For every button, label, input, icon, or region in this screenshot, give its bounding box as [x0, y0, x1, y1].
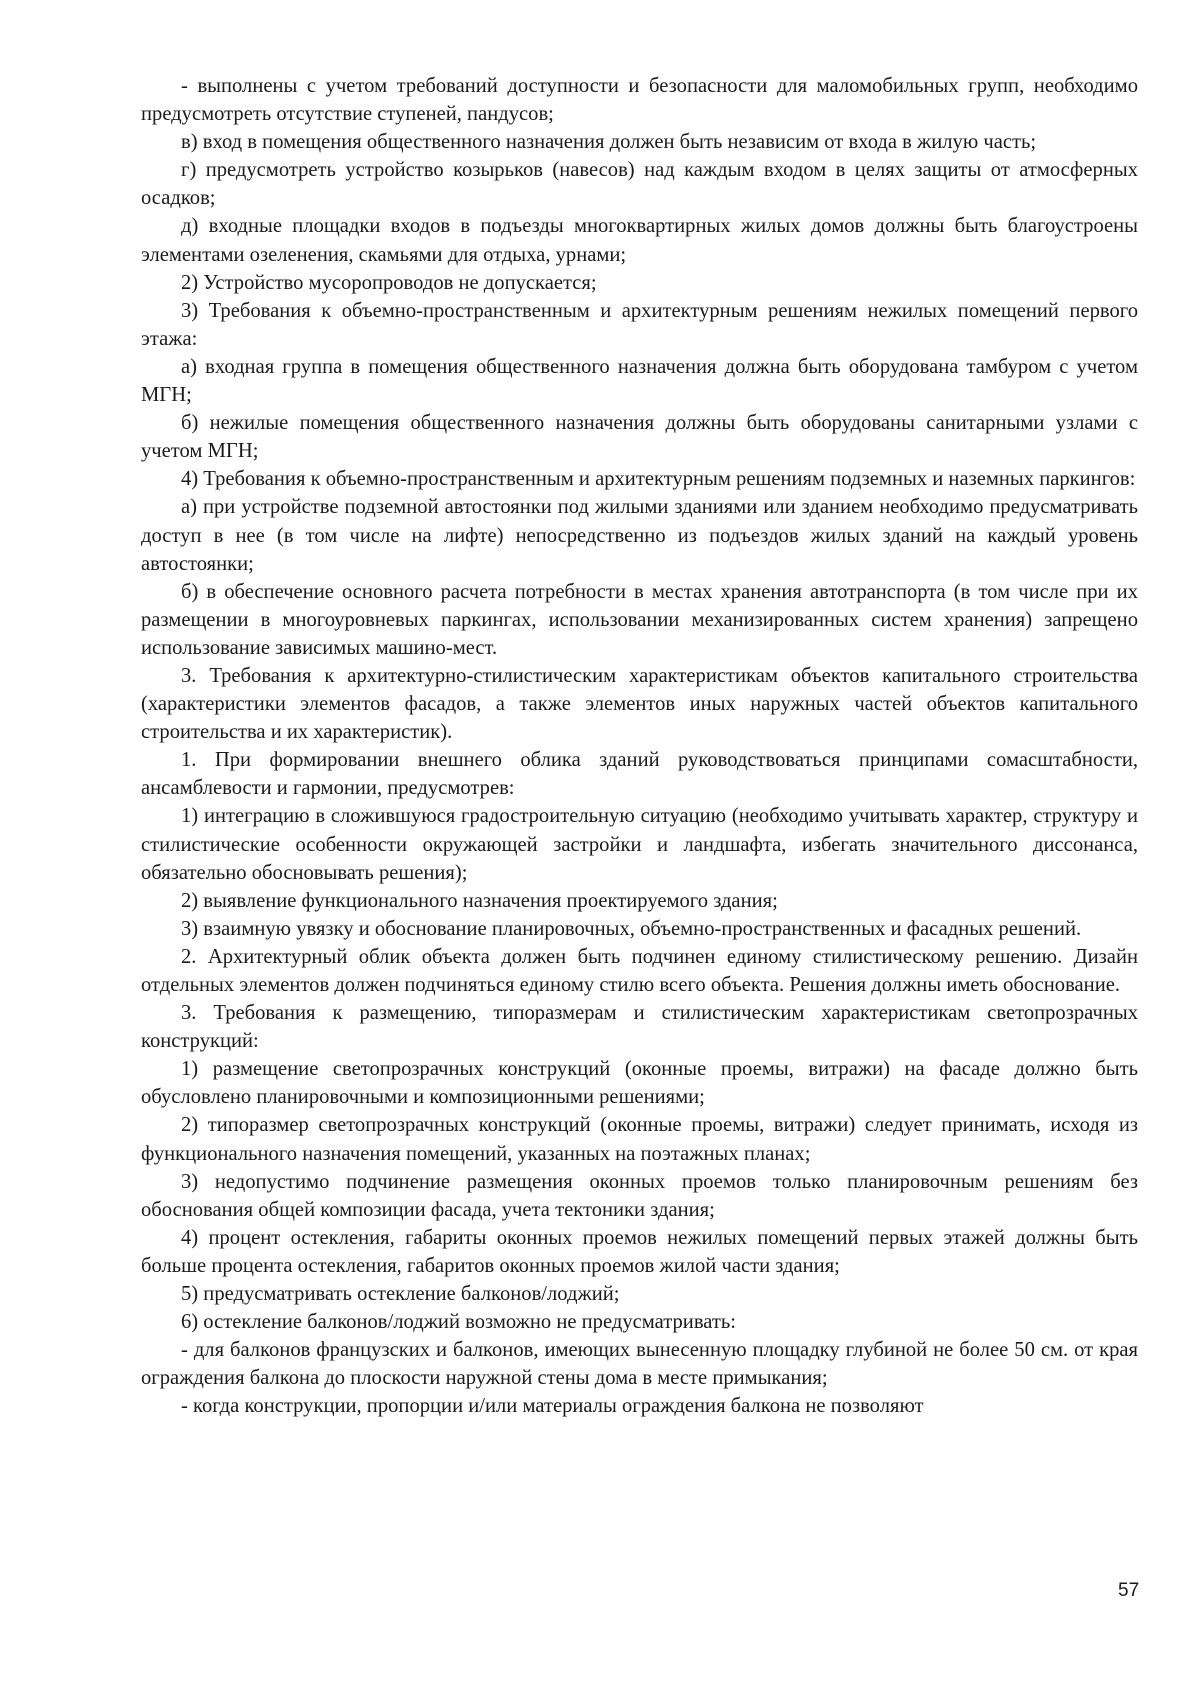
paragraph: 5) предусматривать остекление балконов/лоджий; [181, 1283, 620, 1306]
paragraph: 3) Требования к объемно-пространственным и архитектурным решениям нежилых помещений первого этажа: [141, 299, 1138, 350]
paragraph: - когда конструкции, пропорции и/или материалы ограждения балкона не позволяют [181, 1395, 924, 1418]
paragraph: - выполнены с учетом требований доступности и безопасности для маломобильных групп, необходимо предусмотреть отсутствие ступеней, пандусов; [141, 75, 1138, 126]
paragraph: г) предусмотреть устройство козырьков (навесов) над каждым входом в целях защиты от атмосферных осадков; [141, 159, 1138, 210]
paragraph: 6) остекление балконов/лоджий возможно не предусматривать: [181, 1311, 737, 1334]
paragraph: а) при устройстве подземной автостоянки под жилыми зданиями или зданием необходимо предусматривать доступ в нее (в том числе на лифте) непосредственно из подъездов жилых зданий на каждый уровень автостоянки; [141, 496, 1138, 575]
paragraph: 1. При формировании внешнего облика зданий руководствоваться принципами сомасштабности, ансамблевости и гармонии, предусмотрев: [141, 749, 1138, 800]
document-body [141, 72, 1138, 1421]
paragraph: 1) интеграцию в сложившуюся градостроительную ситуацию (необходимо учитывать характер, структуру и стилистические особенности окружающей застройки и ландшафта, избегать значительного диссонанса, обязательно обосновывать решения); [141, 805, 1138, 884]
paragraph: б) нежилые помещения общественного назначения должны быть оборудованы санитарными узлами с учетом МГН; [141, 412, 1138, 463]
paragraph: б) в обеспечение основного расчета потребности в местах хранения автотранспорта (в том числе при их размещении в многоуровневых паркингах, использовании механизированных систем хранения) запрещено использование зависимых машино-мест. [141, 580, 1138, 659]
paragraph: в) вход в помещения общественного назначения должен быть независим от входа в жилую часть; [181, 131, 1037, 154]
paragraph: 1) размещение светопрозрачных конструкций (оконные проемы, витражи) на фасаде должно быть обусловлено планировочными и композиционными решениями; [141, 1058, 1138, 1109]
paragraph: 2) выявление функционального назначения проектируемого здания; [181, 889, 778, 912]
paragraph: 4) Требования к объемно-пространственным и архитектурным решениям подземных и наземных паркингов: [181, 468, 1136, 491]
paragraph: д) входные площадки входов в подъезды многоквартирных жилых домов должны быть благоустроены элементами озеленения, скамьями для отдыха, урнами; [141, 215, 1138, 266]
page-number: 57 [1118, 1580, 1140, 1601]
paragraph: 3. Требования к архитектурно-стилистическим характеристикам объектов капитального строительства (характеристики элементов фасадов, а также элементов иных наружных частей объектов капитального строительства и их характеристик). [141, 664, 1138, 744]
paragraph: 2. Архитектурный облик объекта должен быть подчинен единому стилистическому решению. Дизайн отдельных элементов должен подчиняться единому стилю всего объекта. Решения должны иметь обоснование. [141, 945, 1138, 996]
paragraph: 3) недопустимо подчинение размещения оконных проемов только планировочным решениям без обоснования общей композиции фасада, учета тектоники здания; [141, 1170, 1138, 1221]
paragraph: 4) процент остекления, габариты оконных проемов нежилых помещений первых этажей должны быть больше процента остекления, габаритов оконных проемов жилой части здания; [141, 1226, 1138, 1277]
paragraph: - для балконов французских и балконов, имеющих вынесенную площадку глубиной не более 50 см. от края ограждения балкона до плоскости наружной стены дома в месте примыкания; [141, 1339, 1138, 1390]
paragraph: 3) взаимную увязку и обоснование планировочных, объемно-пространственных и фасадных решений. [181, 917, 1082, 940]
paragraph: 2) типоразмер светопрозрачных конструкций (оконные проемы, витражи) следует принимать, исходя из функционального назначения помещений, указанных на поэтажных планах; [141, 1114, 1138, 1165]
paragraph: 3. Требования к размещению, типоразмерам и стилистическим характеристикам светопрозрачных конструкций: [141, 1002, 1138, 1053]
paragraph: 2) Устройство мусоропроводов не допускается; [181, 271, 597, 294]
paragraph: а) входная группа в помещения общественного назначения должна быть оборудована тамбуром с учетом МГН; [141, 355, 1138, 407]
